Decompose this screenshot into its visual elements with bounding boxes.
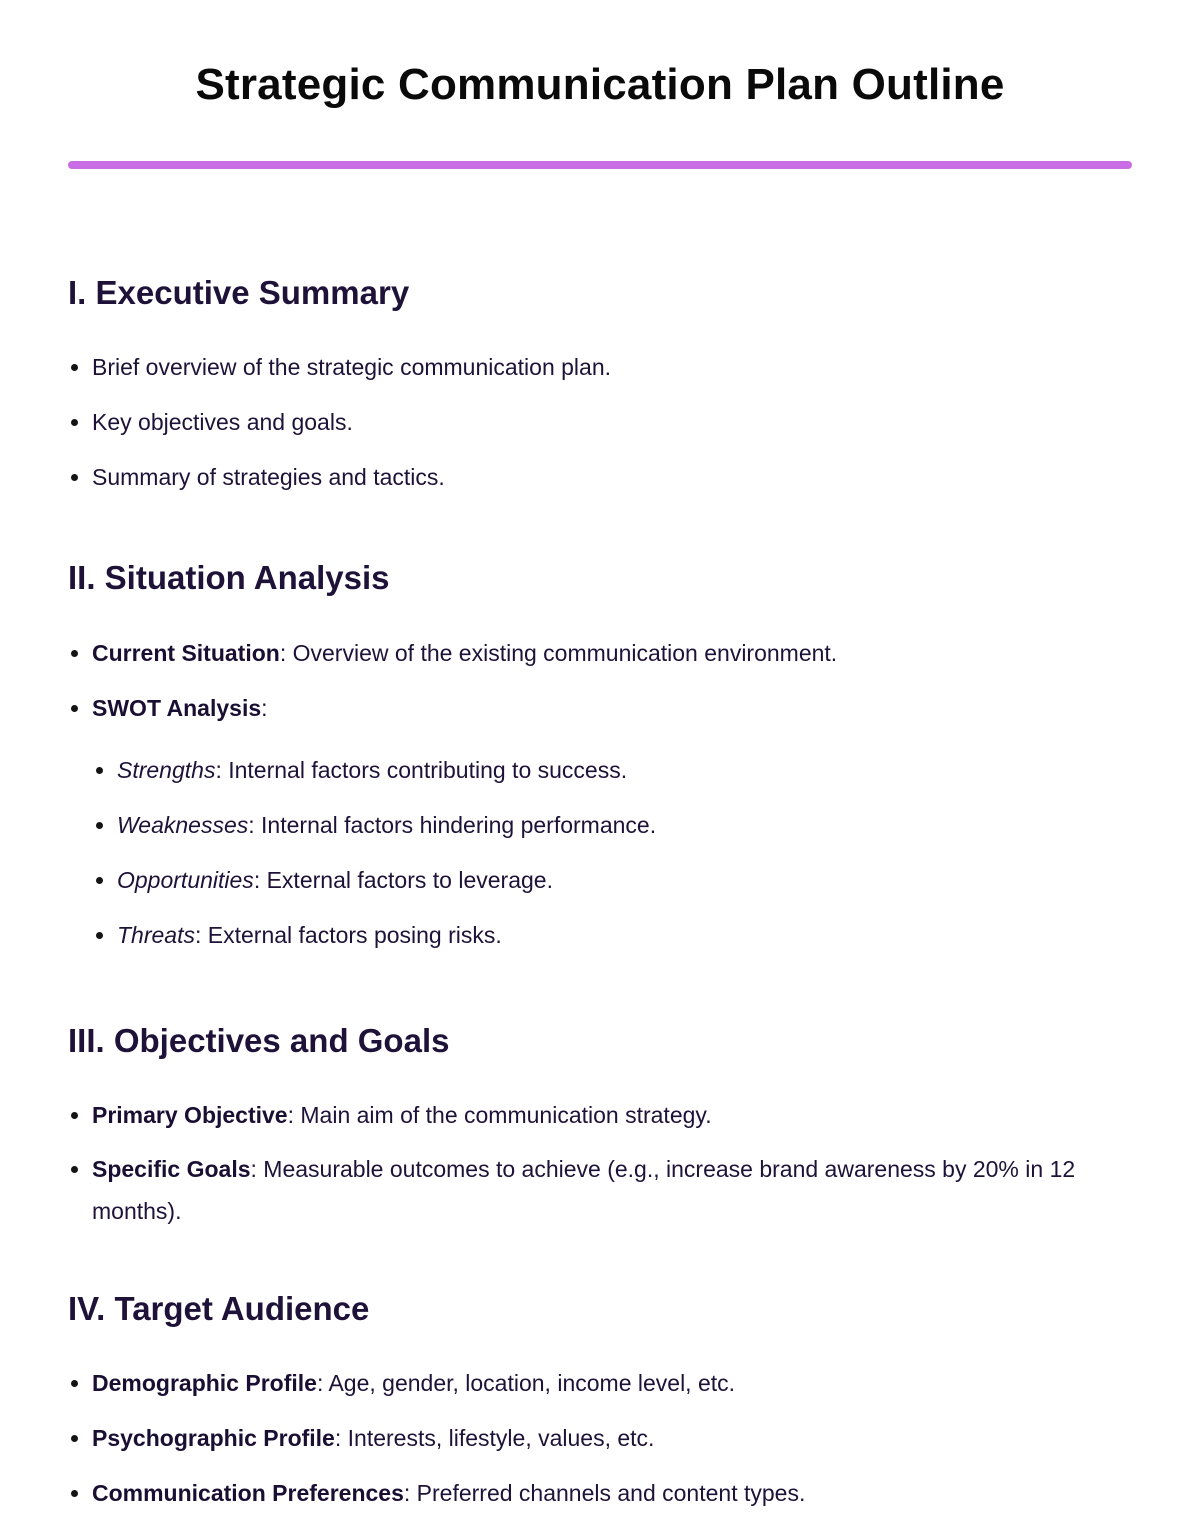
bullet-list [68, 1362, 1132, 1514]
section-objectives-goals [68, 1021, 1132, 1232]
list-item [68, 749, 1132, 791]
item-text: : Overview of the existing communication environment. [279, 640, 838, 666]
section-heading: II. Situation Analysis [68, 559, 390, 596]
item-text: : [261, 695, 268, 721]
list-item [68, 687, 1132, 956]
bullet-list [68, 1094, 1132, 1232]
list-item [68, 914, 1132, 956]
section-executive-summary [68, 273, 1132, 498]
list-item [68, 804, 1132, 846]
item-text: : Measurable outcomes to achieve (e.g., increase brand awareness by 20% in 12 months). [92, 1156, 1076, 1224]
nested-bullet-list [68, 749, 1132, 956]
list-item [68, 1417, 1132, 1459]
item-label: Demographic Profile [92, 1370, 317, 1396]
list-item [68, 1362, 1132, 1404]
list-item [68, 632, 1132, 674]
item-label: Primary Objective [92, 1102, 288, 1128]
list-item [68, 1094, 1132, 1136]
section-situation-analysis [68, 558, 1132, 956]
page-title: Strategic Communication Plan Outline [195, 60, 1005, 109]
item-text: : External factors posing risks. [194, 922, 502, 948]
section-heading: IV. Target Audience [68, 1290, 370, 1327]
list-item: Key objectives and goals. [68, 401, 1132, 443]
item-text: : Interests, lifestyle, values, etc. [334, 1425, 655, 1451]
item-label: Psychographic Profile [92, 1425, 335, 1451]
list-item: Summary of strategies and tactics. [68, 456, 1132, 498]
item-label: Weaknesses [117, 812, 249, 838]
list-item [68, 1148, 1082, 1232]
item-text: : Preferred channels and content types. [403, 1480, 806, 1506]
item-label: Threats [117, 922, 195, 948]
item-label: SWOT Analysis [92, 695, 262, 721]
section-heading: III. Objectives and Goals [68, 1022, 450, 1059]
list-item: Brief overview of the strategic communication plan. [68, 346, 1132, 388]
list-item [68, 859, 1132, 901]
item-label: Communication Preferences [92, 1480, 404, 1506]
item-label: Current Situation [92, 640, 280, 666]
item-text: : Age, gender, location, income level, etc. [316, 1370, 736, 1396]
list-item [68, 1472, 1132, 1514]
item-label: Specific Goals [92, 1156, 251, 1182]
item-text: : Internal factors contributing to success. [215, 757, 628, 783]
item-text: : Main aim of the communication strategy. [287, 1102, 712, 1128]
item-text: : External factors to leverage. [253, 867, 553, 893]
item-label: Strengths [117, 757, 216, 783]
section-heading: I. Executive Summary [68, 274, 410, 311]
title-divider [68, 161, 1132, 169]
bullet-list [68, 346, 1132, 498]
section-target-audience [68, 1289, 1132, 1514]
bullet-list [68, 632, 1132, 956]
item-text: : Internal factors hindering performance. [248, 812, 657, 838]
item-label: Opportunities [117, 867, 254, 893]
